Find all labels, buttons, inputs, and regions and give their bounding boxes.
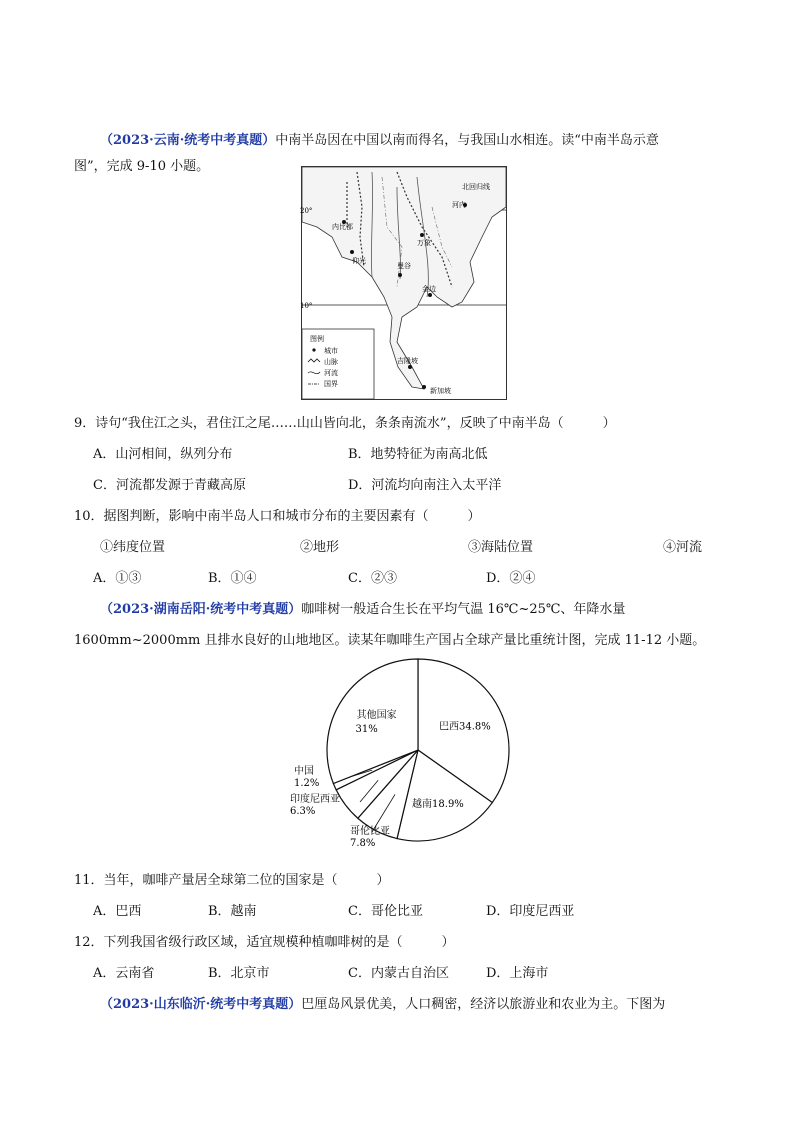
slice-name-label: 哥伦比亚 <box>350 826 390 837</box>
factor-2: ②地形 <box>300 540 340 555</box>
option-d: D．河流均向南注入太平洋 <box>348 478 502 493</box>
slice-value-label: 1.2% <box>294 778 320 789</box>
city-label: 金边 <box>422 285 436 293</box>
option-b: B．①④ <box>208 571 257 586</box>
passage-intro-2 <box>100 601 625 619</box>
question-12-stem: 12．下列我国省级行政区域，适宜规模种植咖啡树的是（ ） <box>74 935 455 950</box>
pie-svg <box>280 662 520 862</box>
option-b: B．越南 <box>208 904 257 919</box>
question-10-stem: 10．据图判断，影响中南半岛人口和城市分布的主要因素有（ ） <box>74 509 481 524</box>
city-label: 吉隆坡 <box>397 357 418 365</box>
factor-1: ①纬度位置 <box>100 540 166 555</box>
slice-value-label: 31% <box>355 723 378 735</box>
city-label: 内比都 <box>332 223 353 231</box>
tropic-label: 北回归线 <box>462 183 490 191</box>
passage-intro-1-cont: 图”，完成 9-10 小题。 <box>74 159 210 174</box>
option-b: B．地势特征为南高北低 <box>348 447 488 462</box>
factor-4: ④河流 <box>663 540 703 555</box>
option-c: C．内蒙古自治区 <box>348 966 449 981</box>
city-label: 河内 <box>452 201 466 209</box>
intro-text: 咖啡树一般适合生长在平均气温 16℃~25℃、年降水量 <box>301 602 626 617</box>
slice-name-label: 其他国家 <box>356 709 397 721</box>
legend-item: 山脉 <box>324 358 338 366</box>
slice-name-label: 印度尼西亚 <box>290 794 340 805</box>
coffee-pie-chart <box>280 662 520 862</box>
option-c: C．②③ <box>348 571 397 586</box>
source-tag: （2023·山东临沂·统考中考真题） <box>100 997 302 1012</box>
option-a: A．①③ <box>93 571 142 586</box>
legend-title: 图例 <box>310 335 324 343</box>
slice-name-label: 中国 <box>294 766 314 777</box>
option-d: D．上海市 <box>486 966 549 981</box>
source-tag: （2023·湖南岳阳·统考中考真题） <box>100 602 302 617</box>
intro-text: 巴厘岛风景优美，人口稠密，经济以旅游业和农业为主。下图为 <box>301 997 666 1012</box>
source-tag: （2023·云南·统考中考真题） <box>100 133 276 148</box>
slice-value-label: 7.8% <box>350 838 376 849</box>
indochina-map <box>301 166 507 400</box>
lat-label: 20° <box>300 207 313 215</box>
question-9-stem: 9．诗句“我住江之头，君住江之尾……山山皆向北，条条南流水”，反映了中南半岛（ ） <box>74 416 616 431</box>
legend-item: 城市 <box>324 347 338 355</box>
intro-text: 中南半岛因在中国以南而得名，与我国山水相连。读“中南半岛示意 <box>275 133 659 148</box>
lat-label: 10° <box>300 302 313 310</box>
slice-value-label: 6.3% <box>290 806 316 817</box>
city-label: 曼谷 <box>397 262 411 270</box>
city-label: 万象 <box>417 239 431 247</box>
question-11-stem: 11．当年，咖啡产量居全球第二位的国家是（ ） <box>74 873 390 888</box>
factor-3: ③海陆位置 <box>468 540 534 555</box>
option-c: C．河流都发源于青藏高原 <box>93 478 246 493</box>
option-c: C．哥伦比亚 <box>348 904 423 919</box>
passage-intro-1 <box>100 132 659 150</box>
slice-label: 巴西34.8% <box>438 721 491 733</box>
legend-item: 河流 <box>324 369 338 377</box>
legend-item: 国界 <box>324 380 338 388</box>
map-drawing <box>302 167 506 399</box>
option-d: D．印度尼西亚 <box>486 904 575 919</box>
city-label: 仰光 <box>352 257 366 265</box>
passage-intro-2-cont: 1600mm~2000mm 且排水良好的山地地区。读某年咖啡生产国占全球产量比重统计图，完成 11-12 小题。 <box>74 633 706 648</box>
passage-intro-3 <box>100 996 665 1014</box>
option-a: A．云南省 <box>93 966 155 981</box>
city-label: 新加坡 <box>430 387 451 395</box>
option-b: B．北京市 <box>208 966 270 981</box>
option-a: A．巴西 <box>93 904 142 919</box>
option-a: A．山河相间，纵列分布 <box>93 447 233 462</box>
slice-label: 越南18.9% <box>412 798 464 810</box>
option-d: D．②④ <box>486 571 536 586</box>
